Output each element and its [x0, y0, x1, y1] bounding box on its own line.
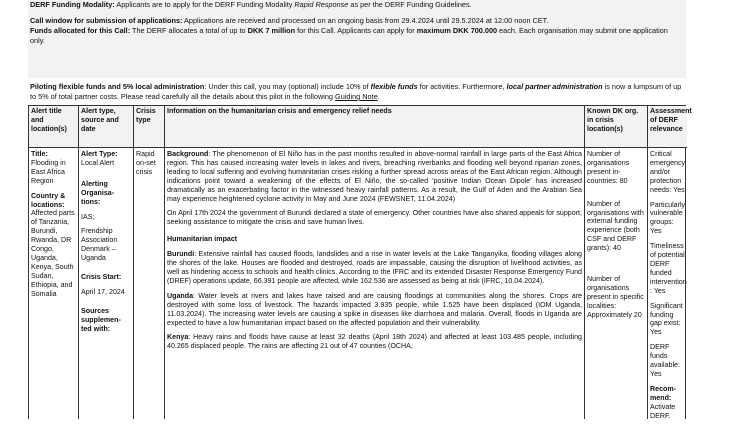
header-cell: Alert type, source and date [79, 106, 133, 148]
funds-allocated-line: Funds allocated for this Call: The DERF allocates a total of up to DKK 7 million for this Call. Applicants can apply for maximum DKK 700.000 each. Each organisation may submit one application only. [30, 26, 668, 45]
header-cell: Crisis type [134, 106, 164, 148]
col-crisis-type: Crisis type Rapid on-set crisis [134, 106, 165, 419]
call-info-box [28, 0, 686, 78]
header-cell: Information on the humanitarian crisis and emergency relief needs [165, 106, 584, 148]
header-cell: Alert title and location(s) [29, 106, 78, 148]
col-crisis-info: Information on the humanitarian crisis and emergency relief needs Background: The phenomenon of El Niño has in the past months resulted in above-normal rainfall in large parts of the East Africa region. This has caused increasing water levels in lakes and rivers, breaching riverbanks and flooding well beyond riparian zones, leading to local suffering and evolving humanitarian crises risking a further spread across areas of the East African region. Although indications point toward a weakening of the effects of El Niño, the so-called 'positive Indian Ocean Dipole' has increased dramatically as an exacerbating factor in the witnessed heavy rainfall patterns. As a result, the Gulf of Aden and the Arabian Sea may experience heightened cyclone activity in May and June 2024 (FEWSNET, 11.04.2024) On April 17th 2024 the government of Burundi declared a state of emergency. Other countries have also shared appeals for support, seeking assistance to mitigate the crisis and save human lives. Humanitarian impact Burundi: Extensive rainfall has caused floods, landslides and a rise in water levels at the Lake Tanganyika, flooding villages along the shores of the lake. Houses are flooded and destroyed, roads are impassable, causing the disruption of livelihood activities, as well as hindering access to schools and health clinics. According to the IFRC and its extended Disaster Response Emergency Fund (DREF) operations update, 66.391 people are affected, while 162.536 are assessed as being at risk (IFRC, 10.04.2024). Uganda: Water levels at rivers and lakes have raised and are causing floodings at communities along the shores. Crops are destroyed with some loss of livestock. The hazards impacted 3.935 people, while 1.525 have been displaced (IOM Uganda, 11.03.2024). The increasing water levels are causing a spike in diseases like diarrhoea and malaria. Overall, floods in Uganda are expected to have a low humanitarian impact based on the affected population and their vulnerability. Kenya: Heavy rains and floods have cause at least 32 deaths (April 18th 2024) and affected at least 103.485 people, including 40.265 displaced people. The rains are affecting 21 out of 47 counties (OCHA, [165, 106, 585, 419]
alert-table [28, 105, 692, 420]
header-cell: Assessment of DERF relevance [648, 106, 687, 148]
modality-label: DERF Funding Modality: [30, 0, 115, 9]
pilot-info: Piloting flexible funds and 5% local administration: Under this call, you may (optional) include 10% of flexible funds for activities. Furthermore, local partner administration is now a lumpsum of up to 5% of total partner costs. Please read carefully all the details about this pilot in the following Guiding Note. [30, 82, 682, 101]
guiding-note-link[interactable]: Guiding Note [335, 92, 378, 101]
col-assessment: Assessment of DERF relevance Critical emergency and/or protection needs: Yes Particularly vulnerable groups: Yes Timeliness of potential DERF funded intervention : Yes Significant funding gap exist: Yes DERF funds available: Yes Recom-mend: Activate DERF. [650, 107, 692, 420]
call-window-line: Call window for submission of applications: Applications are received and processed on an ongoing basis from 29.4.2024 until 29.5.2024 at 12:00 noon CET. [30, 16, 549, 25]
col-alert-title: Alert title and location(s) Title: Flooding in East Africa Region Country & locations: Affected parts of Tanzania, Burundi, Rwanda, DR Congo, Uganda, Kenya, South Sudan, Ethiopia, and Somalia [29, 106, 79, 419]
col-known-orgs: Known DK org. in crisis location(s) Number of organisations present in-countries: 80 Number of organisations with external funding experience (both CSF and DERF grants): 40 Number of organisations present in specific localities: Approximately 20 [585, 106, 648, 419]
funding-modality-line: DERF Funding Modality: Applicants are to apply for the DERF Funding Modality Rapid Response as per the DERF Funding Guidelines. [30, 0, 472, 9]
header-cell: Known DK org. in crisis location(s) [585, 106, 647, 148]
col-alert-type: Alert type, source and date Alert Type: Local Alert Alerting Organisa-tions: IAS; Frendship Association Denmark – Uganda Crisis Start: April 17, 2024 Sources supplemen-ted with: [79, 106, 134, 419]
